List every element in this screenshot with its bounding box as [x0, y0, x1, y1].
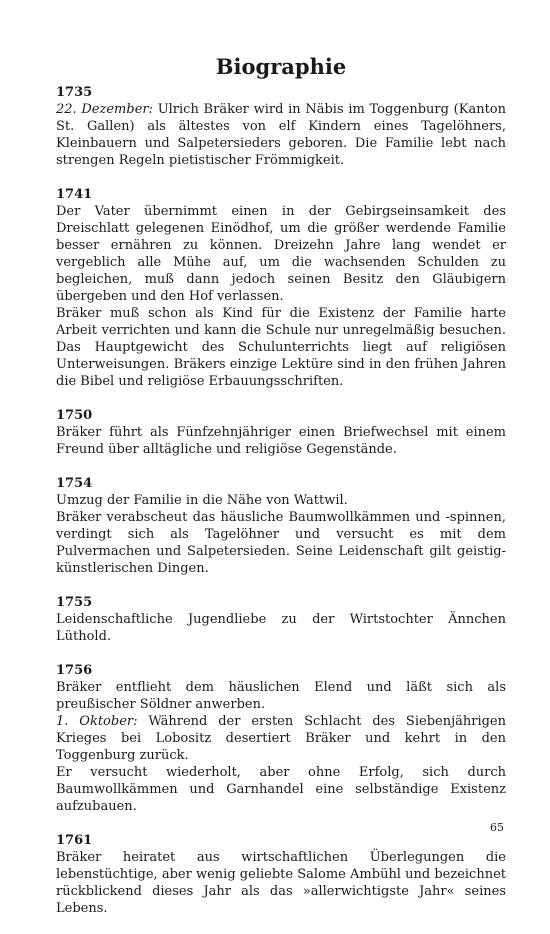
- entry-1761: [56, 832, 506, 917]
- entry-year: 1754: [56, 476, 93, 491]
- entry-text: Leidenschaftliche Jugendliebe zu der Wirtstochter Ännchen Lüthold.: [56, 612, 506, 644]
- entry-paragraph: [56, 101, 506, 169]
- entry-text: Bräker muß schon als Kind für die Existenz der Familie harte Arbeit verrichten und kann die Schule nur unregelmäßig besuchen. Das Hauptgewicht des Schulunterrichts liegt auf religiösen Unterweisungen. Bräkers einzige Lektüre sind in den frühen Jahren die Bibel und religiöse Erbauungsschriften.: [56, 306, 506, 389]
- entry-paragraph: [56, 509, 506, 577]
- entry-date: 22. Dezember:: [56, 102, 153, 117]
- page-title: Biographie: [215, 54, 347, 79]
- entry-text: Bräker führt als Fünfzehnjähriger einen Briefwechsel mit einem Freund über alltägliche und religiöse Gegenstände.: [56, 425, 506, 457]
- entry-text: Der Vater übernimmt einen in der Gebirgseinsamkeit des Dreischlatt gelegenen Einödhof, um die größer werdende Familie besser ernähren zu können. Dreizehn Jahre lang wendet er vergeblich alle Mühe auf, um die wachsenden Schulden zu begleichen, muß dann jedoch seinen Besitz den Gläubigern übergeben und den Hof verlassen.: [56, 204, 506, 304]
- entry-paragraph: [56, 492, 506, 509]
- entry-1735: [56, 84, 506, 169]
- entry-1750: [56, 407, 506, 458]
- entry-paragraph: [56, 305, 506, 390]
- entry-year: 1755: [56, 595, 93, 610]
- entry-paragraph: [56, 424, 506, 458]
- page-number: 65: [490, 821, 504, 834]
- entry-1741: [56, 186, 506, 390]
- entry-text: Bräker entflieht dem häuslichen Elend und läßt sich als preußischer Söldner anwerben.: [56, 680, 506, 712]
- entry-year: 1756: [56, 663, 93, 678]
- entry-text: Ulrich Bräker wird in Näbis im Toggenburg (Kanton St. Gallen) als ältestes von elf Kindern eines Tagelöhners, Kleinbauern und Salpetersieders geboren. Die Familie lebt nach strengen Regeln pietistischer Frömmigkeit.: [56, 102, 506, 168]
- entry-text: Während der ersten Schlacht des Siebenjährigen Krieges bei Lobositz desertiert Bräker und kehrt in den Toggenburg zurück.: [56, 714, 506, 763]
- entry-year: 1761: [56, 833, 93, 848]
- entry-paragraph: [56, 611, 506, 645]
- entry-paragraph: [56, 203, 506, 305]
- entry-1754: [56, 475, 506, 577]
- entry-paragraph: [56, 849, 506, 917]
- entry-text: Er versucht wiederholt, aber ohne Erfolg, sich durch Baumwollkämmen und Garnhandel eine selbständige Existenz aufzubauen.: [56, 765, 506, 814]
- entry-1755: [56, 594, 506, 645]
- entry-paragraph: [56, 679, 506, 713]
- entry-text: Bräker verabscheut das häusliche Baumwollkämmen und -spinnen, verdingt sich als Tagelöhner und versucht es mit dem Pulvermachen und Salpetersieden. Seine Leidenschaft gilt geistig-künstlerischen Dingen.: [56, 510, 506, 576]
- entry-1756: [56, 662, 506, 815]
- entry-year: 1735: [56, 85, 93, 100]
- biography-entries: [56, 84, 506, 934]
- entry-paragraph: [56, 713, 506, 764]
- entry-text: Umzug der Familie in die Nähe von Wattwil.: [56, 493, 348, 508]
- entry-paragraph: [56, 764, 506, 815]
- entry-year: 1750: [56, 408, 93, 423]
- entry-text: Bräker heiratet aus wirtschaftlichen Überlegungen die lebenstüchtige, aber wenig geliebte Salome Ambühl und bezeichnet rückblickend dieses Jahr als das »allerwichtigste Jahr« seines Lebens.: [56, 850, 506, 916]
- entry-date: 1. Oktober:: [56, 714, 138, 729]
- entry-year: 1741: [56, 187, 93, 202]
